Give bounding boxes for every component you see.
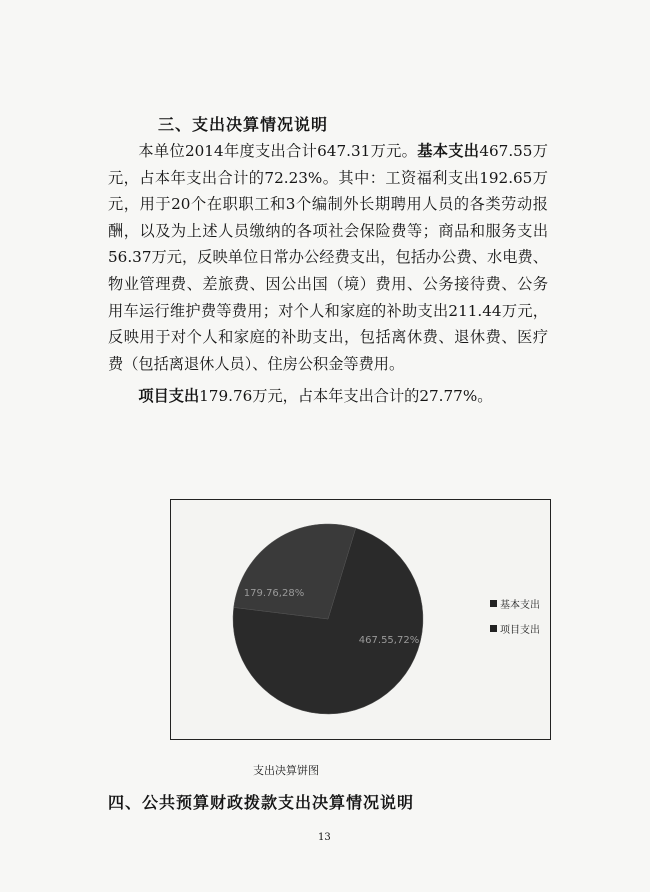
chart-caption: 支出决算饼图 [253,764,319,777]
legend-label-basic: 基本支出 [500,600,540,611]
section-3-title: 三、支出决算情况说明 [158,115,329,134]
chart-legend [490,596,540,646]
pie-chart-frame [170,499,551,740]
legend-label-project: 项目支出 [500,625,540,636]
paragraph-basic-expenditure [108,138,548,377]
paragraph-1-lead: 本单位2014年度支出合计647.31万元。 [138,142,418,160]
paragraph-project-expenditure [108,383,548,410]
pie-data-label-basic: 467.55,72% [358,635,420,646]
page-number: 13 [318,832,331,843]
project-expenditure-label: 项目支出 [138,387,200,406]
section-4-title: 四、公共预算财政拨款支出决算情况说明 [108,793,415,812]
legend-swatch-basic [490,600,497,607]
section-3-body [108,138,548,410]
legend-item-basic [490,596,540,611]
paragraph-2-rest: 179.76万元，占本年支出合计的27.77%。 [199,387,493,406]
paragraph-1-rest: 467.55万元，占本年支出合计的72.23%。其中：工资福利支出192.65万元，用于20个在职职工和3个编制外长期聘用人员的各类劳动报酬，以及为上述人员缴纳的各项社会保险费等；商品和服务支出56.37万元，反映单位日常办公经费支出，包括办公费、水电费、物业管理费、差旅费、因公出国（境）费用、公务接待费、公务用车运行维护费等费用；对个人和家庭的补助支出211.44万元，反映用于对个人和家庭的补助支出，包括离休费、退休费、医疗费（包括离退休人员）、住房公积金等费用。 [108,142,548,373]
legend-item-project [490,621,540,636]
pie-data-label-project: 179.76,28% [243,588,305,599]
legend-swatch-project [490,625,497,632]
basic-expenditure-label: 基本支出 [417,142,480,160]
